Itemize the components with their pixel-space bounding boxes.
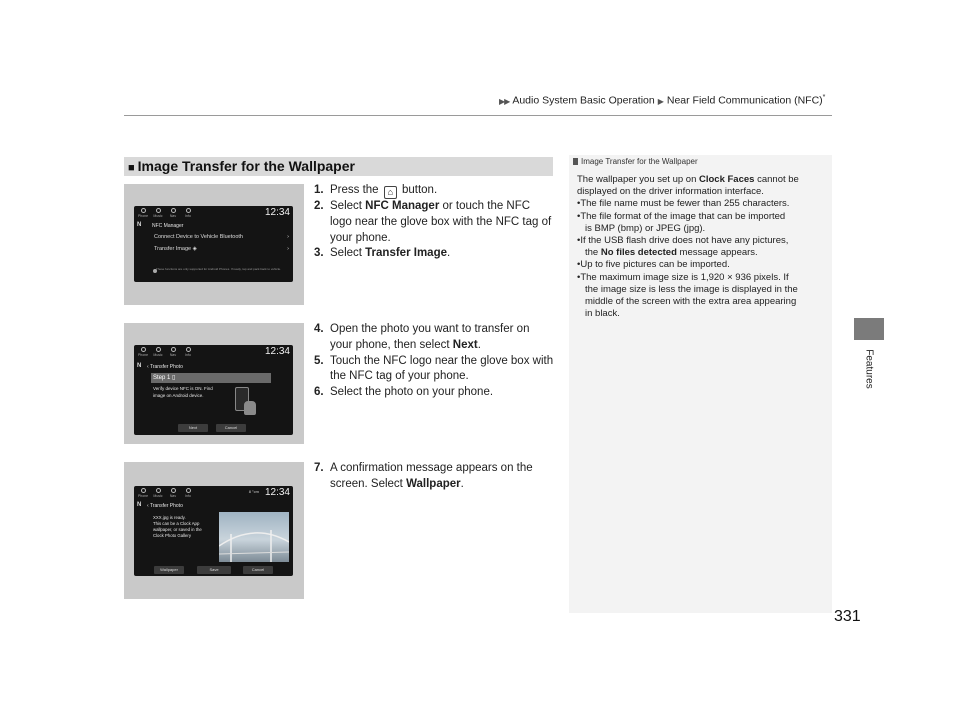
transfer-image-row[interactable]: Transfer Image ◈ ›: [154, 244, 289, 255]
message-line-2: This can be a Clock App: [153, 521, 200, 526]
chevron-right-icon: ›: [287, 246, 289, 252]
chevron-left-icon[interactable]: ‹: [147, 364, 150, 370]
nfc-logo-icon: N: [137, 502, 142, 508]
screenshot-frame-3: [124, 462, 304, 599]
step-4: 4. Open the photo you want to transfer on: [314, 323, 530, 335]
steps-group-2: [314, 322, 559, 401]
wallpaper-button[interactable]: Wallpaper: [154, 566, 184, 574]
step-7: 7. A confirmation message appears on the: [314, 462, 533, 474]
breadcrumb-arrow-icon: ▶▶: [499, 96, 510, 106]
phone-small-icon: ▯: [172, 375, 176, 381]
breadcrumb: [499, 94, 825, 107]
status-bar: [134, 345, 293, 359]
image-icon: ◈: [192, 246, 197, 252]
screenshot-frame-1: [124, 184, 304, 305]
nav-icon[interactable]: Nav: [167, 488, 179, 498]
notes-heading: Image Transfer for the Wallpaper: [573, 157, 698, 166]
nav-icon[interactable]: Nav: [167, 347, 179, 357]
screen-title: ‹ Transfer Photo: [147, 503, 183, 509]
status-bar: [134, 486, 293, 500]
note-bullet: •The file name must be fewer than 255 characters.: [577, 198, 790, 210]
hand-icon: [244, 401, 256, 415]
note-paragraph: The wallpaper you set up on Clock Faces cannot be: [577, 174, 799, 185]
message-line-4: Clock Photo Gallery: [153, 533, 191, 538]
clock-time: 12:34: [264, 207, 290, 218]
steps-group-3: [314, 461, 559, 493]
phone-icon[interactable]: Phone: [137, 347, 149, 357]
step-2-line: logo near the glove box with the NFC tag of: [330, 215, 552, 228]
status-bar: [134, 206, 293, 220]
clock-time: 12:34: [264, 487, 290, 498]
phone-icon[interactable]: Phone: [137, 208, 149, 218]
section-title: ■ Image Transfer for the Wallpaper: [124, 157, 553, 176]
info-icon[interactable]: Info: [182, 488, 194, 498]
note-bullet: •Up to five pictures can be imported.: [577, 259, 730, 271]
music-icon[interactable]: Music: [152, 488, 164, 498]
instruction-line-1: Verify device NFC is ON. Find: [153, 386, 213, 391]
step-7-line: screen. Select Wallpaper.: [330, 477, 464, 490]
header-rule: [124, 115, 832, 116]
note-flag-icon: [573, 158, 578, 165]
step-2: 2. Select NFC Manager or touch the NFC: [314, 200, 531, 212]
chapter-tab-label: Features: [863, 349, 875, 389]
note-bullet-line: the No files detected message appears.: [585, 247, 758, 259]
section-marker-icon: ■: [128, 162, 135, 174]
phone-icon[interactable]: Phone: [137, 488, 149, 498]
next-button[interactable]: Next: [178, 424, 208, 432]
message-line-3: wallpaper, or saved in the: [153, 527, 202, 532]
note-bullet-line: the image size is less the image is displayed in the: [585, 283, 798, 295]
note-bullet: •If the USB flash drive does not have any pictures,: [577, 235, 789, 247]
note-bullet-line: middle of the screen with the extra area appearing: [585, 296, 797, 308]
nfc-logo-icon: N: [137, 222, 142, 228]
screen-note: These functions are only supported for Android Phones. If ready, tap and pack back to vehicle.: [156, 267, 282, 271]
message-line-1: XXX.jpg is ready.: [153, 515, 186, 520]
step-5: 5. Touch the NFC logo near the glove box with: [314, 354, 554, 367]
breadcrumb-item[interactable]: Audio System Basic Operation: [512, 94, 655, 107]
screen-title: ‹ Transfer Photo: [147, 364, 183, 370]
chevron-right-icon: ›: [287, 234, 289, 240]
screenshot-frame-2: [124, 323, 304, 444]
signal-status: 8 °cm: [248, 489, 259, 494]
step-2-line: your phone.: [330, 231, 391, 244]
note-bullet: •The maximum image size is 1,920 × 936 pixels. If: [577, 271, 789, 283]
chapter-tab: [854, 318, 884, 340]
home-button-icon: ⌂: [384, 186, 397, 199]
screen-transfer-photo: [134, 345, 293, 435]
footnote-mark: *: [822, 94, 826, 101]
note-bullet-line: is BMP (bmp) or JPEG (jpg).: [585, 222, 706, 234]
breadcrumb-separator-icon: ▶: [657, 96, 664, 106]
button-bar: [137, 566, 290, 574]
clock-time: 12:34: [264, 346, 290, 357]
instruction-line-2: image on Android device.: [153, 393, 204, 398]
screen-nfc-manager: [134, 206, 293, 282]
step-6: 6. Select the photo on your phone.: [314, 386, 494, 399]
info-icon[interactable]: Info: [182, 208, 194, 218]
music-icon[interactable]: Music: [152, 347, 164, 357]
step-5-line: the NFC tag of your phone.: [330, 370, 469, 383]
chevron-left-icon[interactable]: ‹: [147, 503, 150, 509]
nav-icon[interactable]: Nav: [167, 208, 179, 218]
note-bullet-line: in black.: [585, 308, 620, 320]
music-icon[interactable]: Music: [152, 208, 164, 218]
notes-body: [577, 174, 827, 320]
cancel-button[interactable]: Cancel: [216, 424, 246, 432]
note-paragraph-line: displayed on the driver information interface.: [577, 186, 764, 198]
page-number: 331: [834, 608, 861, 625]
screen-transfer-ready: [134, 486, 293, 576]
button-bar: [137, 424, 290, 432]
step-4-line: your phone, then select Next.: [330, 338, 481, 351]
steps-group-1: [314, 183, 559, 262]
connect-device-row[interactable]: Connect Device to Vehicle Bluetooth ›: [154, 232, 289, 243]
nfc-logo-icon: N: [137, 363, 142, 369]
breadcrumb-item[interactable]: Near Field Communication (NFC): [666, 94, 823, 107]
save-button[interactable]: Save: [197, 566, 231, 574]
note-bullet: •The file format of the image that can be imported: [577, 210, 786, 222]
step-bar: Step 1 ▯: [151, 373, 271, 383]
wallpaper-preview-image: [219, 512, 289, 562]
step-3: 3. Select Transfer Image.: [314, 247, 451, 260]
cancel-button[interactable]: Cancel: [243, 566, 273, 574]
screen-title: NFC Manager: [152, 223, 184, 229]
step-1: 1. Press the ⌂ button.: [314, 184, 438, 197]
info-icon[interactable]: Info: [182, 347, 194, 357]
